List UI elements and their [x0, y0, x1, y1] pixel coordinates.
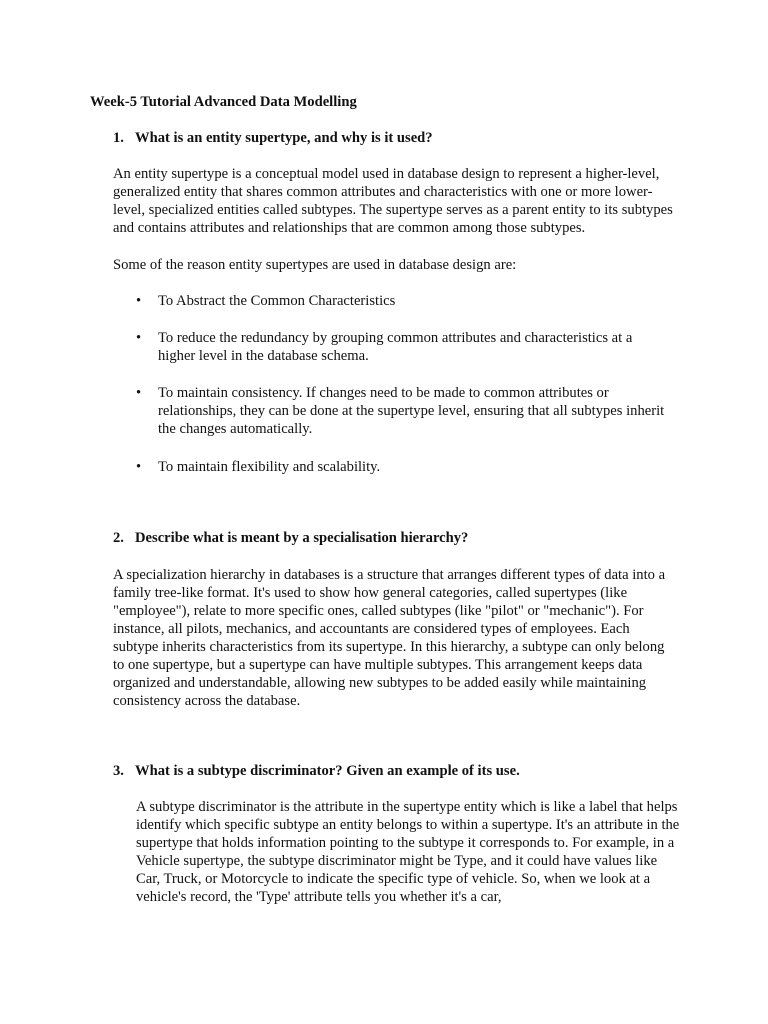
bullet-item-2: [136, 329, 666, 365]
bullet-text: To reduce the redundancy by grouping common attributes and characteristics at a higher level in the database schema.: [158, 330, 633, 364]
bullet-item-4: [136, 458, 666, 476]
question-2-text: Describe what is meant by a specialisation hierarchy?: [135, 530, 469, 546]
bullet-text: To Abstract the Common Characteristics: [158, 293, 396, 309]
answer-1-paragraph-2: Some of the reason entity supertypes are used in database design are:: [113, 257, 517, 273]
question-1-text: What is an entity supertype, and why is it used?: [135, 130, 433, 146]
question-2-heading: [113, 529, 468, 547]
bullet-dot-icon: •: [136, 385, 142, 401]
question-1-heading: [113, 129, 433, 147]
bullet-dot-icon: •: [136, 459, 142, 475]
question-2-number: 2.: [113, 530, 124, 546]
bullet-dot-icon: •: [136, 330, 142, 346]
bullet-text: To maintain flexibility and scalability.: [158, 459, 381, 475]
question-3-number: 3.: [113, 763, 124, 779]
question-1-number: 1.: [113, 130, 124, 146]
question-3-text: What is a subtype discriminator? Given an example of its use.: [135, 763, 520, 779]
answer-1-paragraph-1: An entity supertype is a conceptual model used in database design to represent a higher-level, generalized entity that shares common attributes and characteristics with one or more lower-level, specialized entities called subtypes. The supertype serves as a parent entity to its subtypes and contains attributes and relationships that are common among those subtypes.: [113, 166, 673, 236]
question-3-heading: [113, 762, 520, 780]
bullet-item-1: [136, 292, 666, 310]
answer-2-paragraph-1: A specialization hierarchy in databases is a structure that arranges different types of data into a family tree-like format. It's used to show how general categories, called supertypes (like "employee"), relate to more specific ones, called subtypes (like "pilot" or "mechanic"). For instance, all pilots, mechanics, and accountants are considered types of employees. Each subtype inherits characteristics from its supertype. In this hierarchy, a subtype can only belong to one supertype, but a supertype can have multiple subtypes. This arrangement keeps data organized and understandable, allowing new subtypes to be added easily while maintaining consistency across the database.: [113, 567, 666, 709]
bullet-dot-icon: •: [136, 293, 142, 309]
document-title: Week-5 Tutorial Advanced Data Modelling: [90, 94, 357, 110]
bullet-text: To maintain consistency. If changes need to be made to common attributes or relationships, they can be done at the supertype level, ensuring that all subtypes inherit the changes automatically.: [158, 385, 665, 437]
bullet-item-3: [136, 384, 666, 438]
answer-3-paragraph-1: A subtype discriminator is the attribute in the supertype entity which is like a label that helps identify which specific subtype an entity belongs to within a supertype. It's an attribute in the supertype that holds information pointing to the subtype it corresponds to. For example, in a Vehicle supertype, the subtype discriminator might be Type, and it could have values like Car, Truck, or Motorcycle to indicate the specific type of vehicle. So, when we look at a vehicle's record, the 'Type' attribute tells you whether it's a car,: [136, 799, 680, 905]
